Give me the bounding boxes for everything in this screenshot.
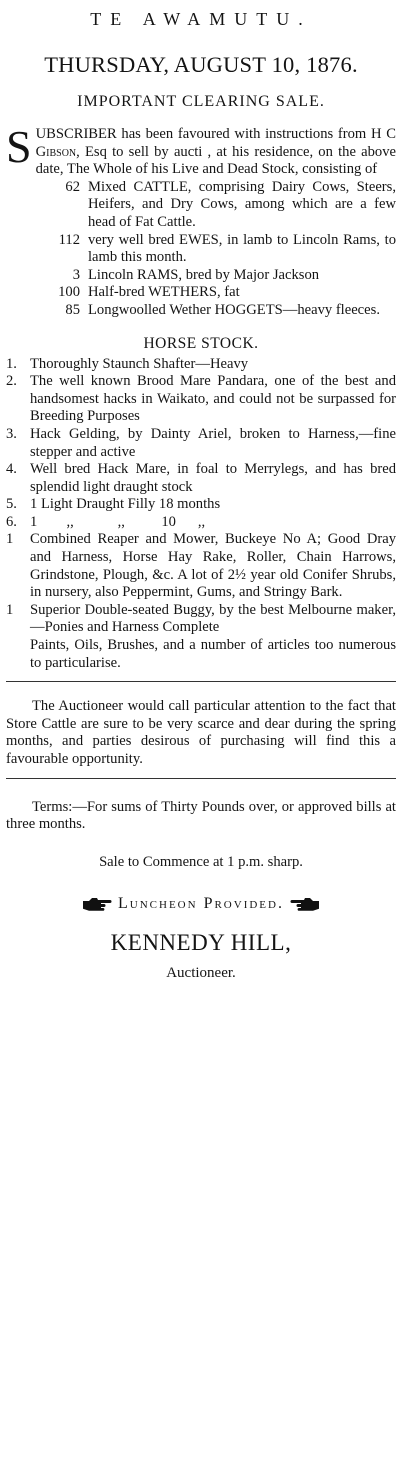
client-name: H C Gibson <box>35 126 397 160</box>
list-item <box>6 496 396 514</box>
lot-count: 3 <box>72 266 80 283</box>
date-heading: THURSDAY, AUGUST 10, 1876. <box>44 52 358 77</box>
lot-description: Mixed CATTLE, comprising Dairy Cows, Steers, Heifers, and Dry Cows, among which are a few head of Fat Cattle. <box>88 178 396 230</box>
auctioneer-name: KENNEDY HILL, <box>110 929 292 955</box>
list-item <box>6 284 396 302</box>
intro-text <box>6 121 397 179</box>
place-heading: TE AWAMUTU. <box>90 9 312 29</box>
list-item <box>6 267 396 285</box>
lot-description: Half-bred WETHERS, fat <box>88 284 240 301</box>
item-number: 1. <box>6 355 17 372</box>
auctioneer-notice: The Auctioneer would call particular attention to the fact that Store Cattle are sure to be very scarce and dear during the spring months, and parties desirous of purchasing will find this a favourable opportunity. <box>6 698 396 767</box>
item-number: 2. <box>6 373 17 390</box>
pointing-hand-right-icon <box>82 896 112 912</box>
sale-title: IMPORTANT CLEARING SALE. <box>77 93 325 110</box>
lot-description: very well bred EWES, in lamb to Lincoln Rams, to lamb this month. <box>88 231 396 266</box>
divider <box>6 778 396 779</box>
item-number: 5. <box>6 496 17 513</box>
terms-text: Terms:—For sums of Thirty Pounds over, or approved bills at three months. <box>6 798 396 833</box>
list-item <box>6 302 396 320</box>
item-description: Thoroughly Staunch Shafter—Heavy <box>30 355 249 372</box>
item-description: Superior Double-seated Buggy, by the best Melbourne maker,—Ponies and Harness Complete <box>30 601 396 636</box>
commence-time: Sale to Commence at 1 p.m. sharp. <box>99 853 303 870</box>
item-number: 1 <box>6 531 14 548</box>
item-description: Combined Reaper and Mower, Buckeye No A; Good Dray and Harness, Horse Hay Rake, Roller, Chain Harrows, Grindstone, Plough, &c. A lot of 2½ year old Conifer Shrubs, in nursery, also Peppermint, Gums, and Stringy Bark. <box>30 531 396 601</box>
list-item <box>6 531 396 601</box>
list-item <box>6 179 396 232</box>
lot-count: 100 <box>58 284 80 301</box>
item-number: 3. <box>6 425 17 442</box>
livestock-list <box>6 179 396 320</box>
list-item <box>6 373 396 426</box>
item-description: Well bred Hack Mare, in foal to Merrylegs, and has bred splendid light draught stock <box>30 461 396 495</box>
sundries-text: Paints, Oils, Brushes, and a number of articles too numerous to particularise. <box>30 637 396 671</box>
list-item <box>6 426 396 461</box>
item-description: 1 Light Draught Filly 18 months <box>30 496 221 513</box>
lot-count: 62 <box>65 178 80 195</box>
intro-paragraph <box>6 121 397 179</box>
item-number: 6. <box>6 513 17 530</box>
lot-count: 85 <box>65 301 80 318</box>
list-item <box>6 514 396 532</box>
luncheon-line <box>6 895 396 913</box>
lot-count: 112 <box>58 231 80 248</box>
item-description: The well known Brood Mare Pandara, one of the best and handsomest hacks in Waikato, and could not be surpassed for Breeding Purposes <box>30 373 396 425</box>
list-item <box>6 602 396 637</box>
item-number: 1 <box>6 601 14 618</box>
item-description: 1 ,, ,, 10 ,, <box>30 513 206 530</box>
list-item <box>6 356 396 374</box>
intro-text-start: UBSCRIBER has been favoured with instructions from <box>35 126 372 142</box>
drop-cap: S <box>6 121 32 172</box>
horse-stock-list <box>6 356 396 673</box>
lot-description: Lincoln RAMS, bred by Major Jackson <box>88 266 320 283</box>
list-item <box>6 232 396 267</box>
item-number: 4. <box>6 461 17 478</box>
lot-description: Longwoolled Wether HOGGETS—heavy fleeces. <box>88 301 380 318</box>
auctioneer-title: Auctioneer. <box>166 964 236 981</box>
divider <box>6 681 396 682</box>
horse-stock-heading: HORSE STOCK. <box>143 334 259 352</box>
list-item <box>6 461 396 496</box>
luncheon-text: Luncheon Provided. <box>118 895 284 913</box>
pointing-hand-left-icon <box>290 896 320 912</box>
intro-text-end: , Esq to sell by aucti , at his residence, on the above date, The Whole of his Live and Dead Stock, consisting of <box>35 143 396 178</box>
item-description: Hack Gelding, by Dainty Ariel, broken to Harness,—fine stepper and active <box>30 425 396 460</box>
